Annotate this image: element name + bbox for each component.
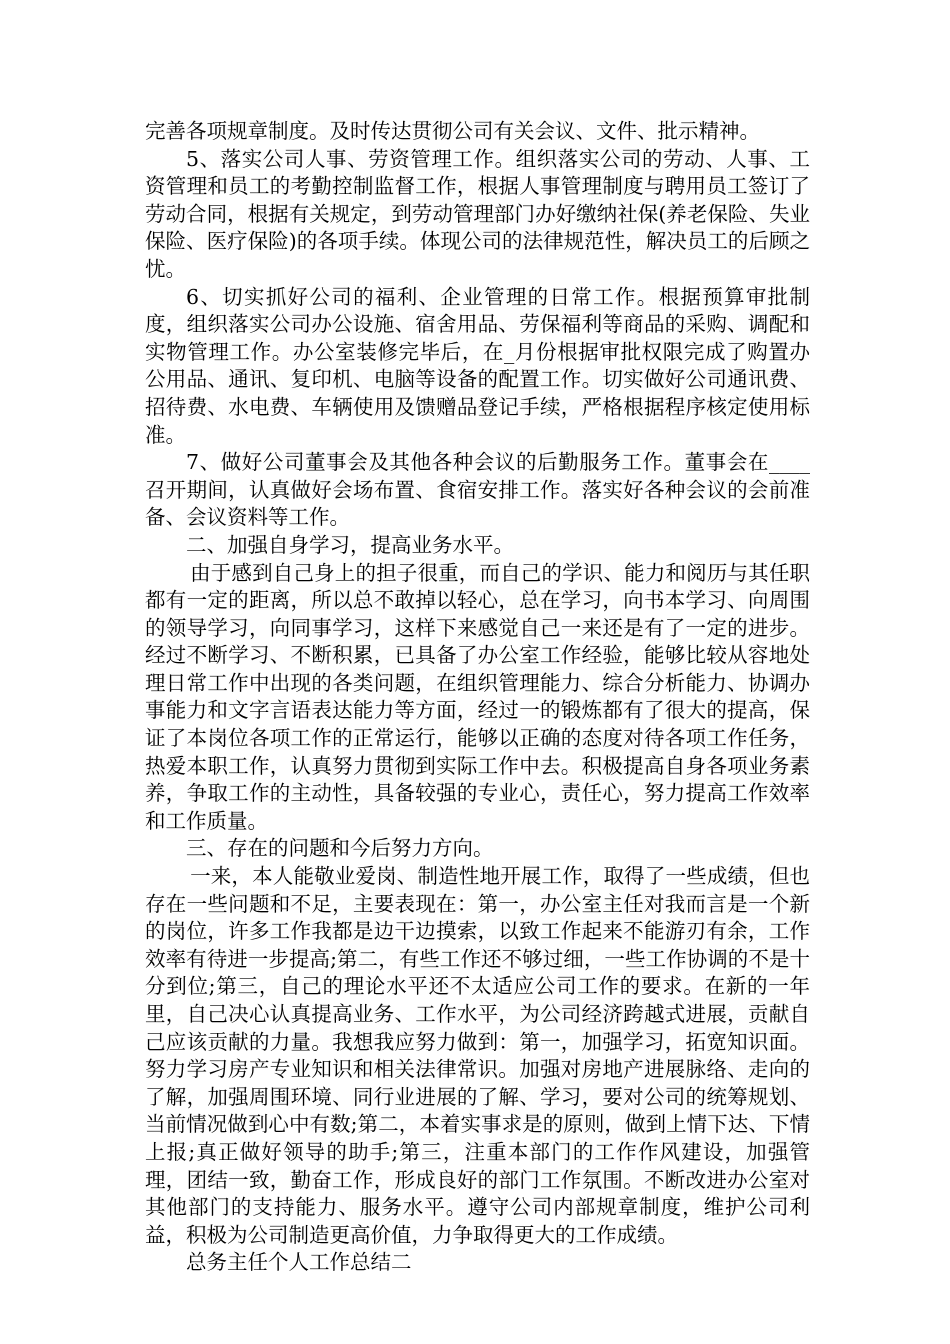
paragraph-3: 7、做好公司董事会及其他各种会议的后勤服务工作。董事会在____召开期间，认真做好会场布置、食宿安排工作。落实好各种会议的会前准备、会议资料等工作。 bbox=[145, 450, 810, 530]
paragraph-5: 由于感到自己身上的担子很重，而自己的学识、能力和阅历与其任职都有一定的距离，所以总不敢掉以轻心，总在学习，向书本学习、向周围的领导学习，向同事学习，这样下来感觉自己一来还是有了一定的进步。经过不断学习、不断积累，已具备了办公室工作经验，能够比较从容地处理日常工作中出现的各类问题，在组织管理能力、综合分析能力、协调办事能力和文字言语表达能力等方面，经过一的锻炼都有了很大的提高，保证了本岗位各项工作的正常运行，能够以正确的态度对待各项工作任务，热爱本职工作，认真努力贯彻到实际工作中去。积极提高自身各项业务素养，争取工作的主动性，具备较强的专业心，责任心，努力提高工作效率和工作质量。 bbox=[145, 560, 810, 833]
document-subtitle: 总务主任个人工作总结二 bbox=[186, 1250, 412, 1275]
paragraph-0: 完善各项规章制度。及时传达贯彻公司有关会议、文件、批示精神。 bbox=[145, 119, 760, 143]
section-heading-3: 三、存在的问题和今后努力方向。 bbox=[186, 836, 494, 861]
document-page bbox=[145, 118, 810, 1277]
paragraph-1: 5、落实公司人事、劳资管理工作。组织落实公司的劳动、人事、工资管理和员工的考勤控制监督工作，根据人事管理制度与聘用员工签订了劳动合同，根据有关规定，到劳动管理部门办好缴纳社保(养老保险、失业保险、医疗保险)的各项手续。体现公司的法律规范性，解决员工的后顾之忧。 bbox=[145, 146, 810, 281]
section-heading-2: 二、加强自身学习，提高业务水平。 bbox=[186, 532, 514, 557]
paragraph-2: 6、切实抓好公司的福利、企业管理的日常工作。根据预算审批制度，组织落实公司办公设施、宿舍用品、劳保福利等商品的采购、调配和实物管理工作。办公室装修完毕后，在_月份根据审批权限完成了购置办公用品、通讯、复印机、电脑等设备的配置工作。切实做好公司通讯费、招待费、水电费、车辆使用及馈赠品登记手续，严格根据程序核定使用标准。 bbox=[145, 284, 810, 447]
paragraph-7: 一来，本人能敬业爱岗、制造性地开展工作，取得了一些成绩，但也存在一些问题和不足，主要表现在：第一，办公室主任对我而言是一个新的岗位，许多工作我都是边干边摸索，以致工作起来不能游刃有余，工作效率有待进一步提高;第二，有些工作还不够过细，一些工作协调的不是十分到位;第三，自己的理论水平还不太适应公司工作的要求。在新的一年里，自己决心认真提高业务、工作水平，为公司经济跨越式进展，贡献自己应该贡献的力量。我想我应努力做到：第一，加强学习，拓宽知识面。努力学习房产专业知识和相关法律常识。加强对房地产进展脉络、走向的了解，加强周围环境、同行业进展的了解、学习，要对公司的统筹规划、当前情况做到心中有数;第二，本着实事求是的原则，做到上情下达、下情上报;真正做好领导的助手;第三，注重本部门的工作作风建设，加强管理，团结一致，勤奋工作，形成良好的部门工作氛围。不断改进办公室对其他部门的支持能力、服务水平。遵守公司内部规章制度，维护公司利益，积极为公司制造更高价值，力争取得更大的工作成绩。 bbox=[145, 864, 810, 1247]
